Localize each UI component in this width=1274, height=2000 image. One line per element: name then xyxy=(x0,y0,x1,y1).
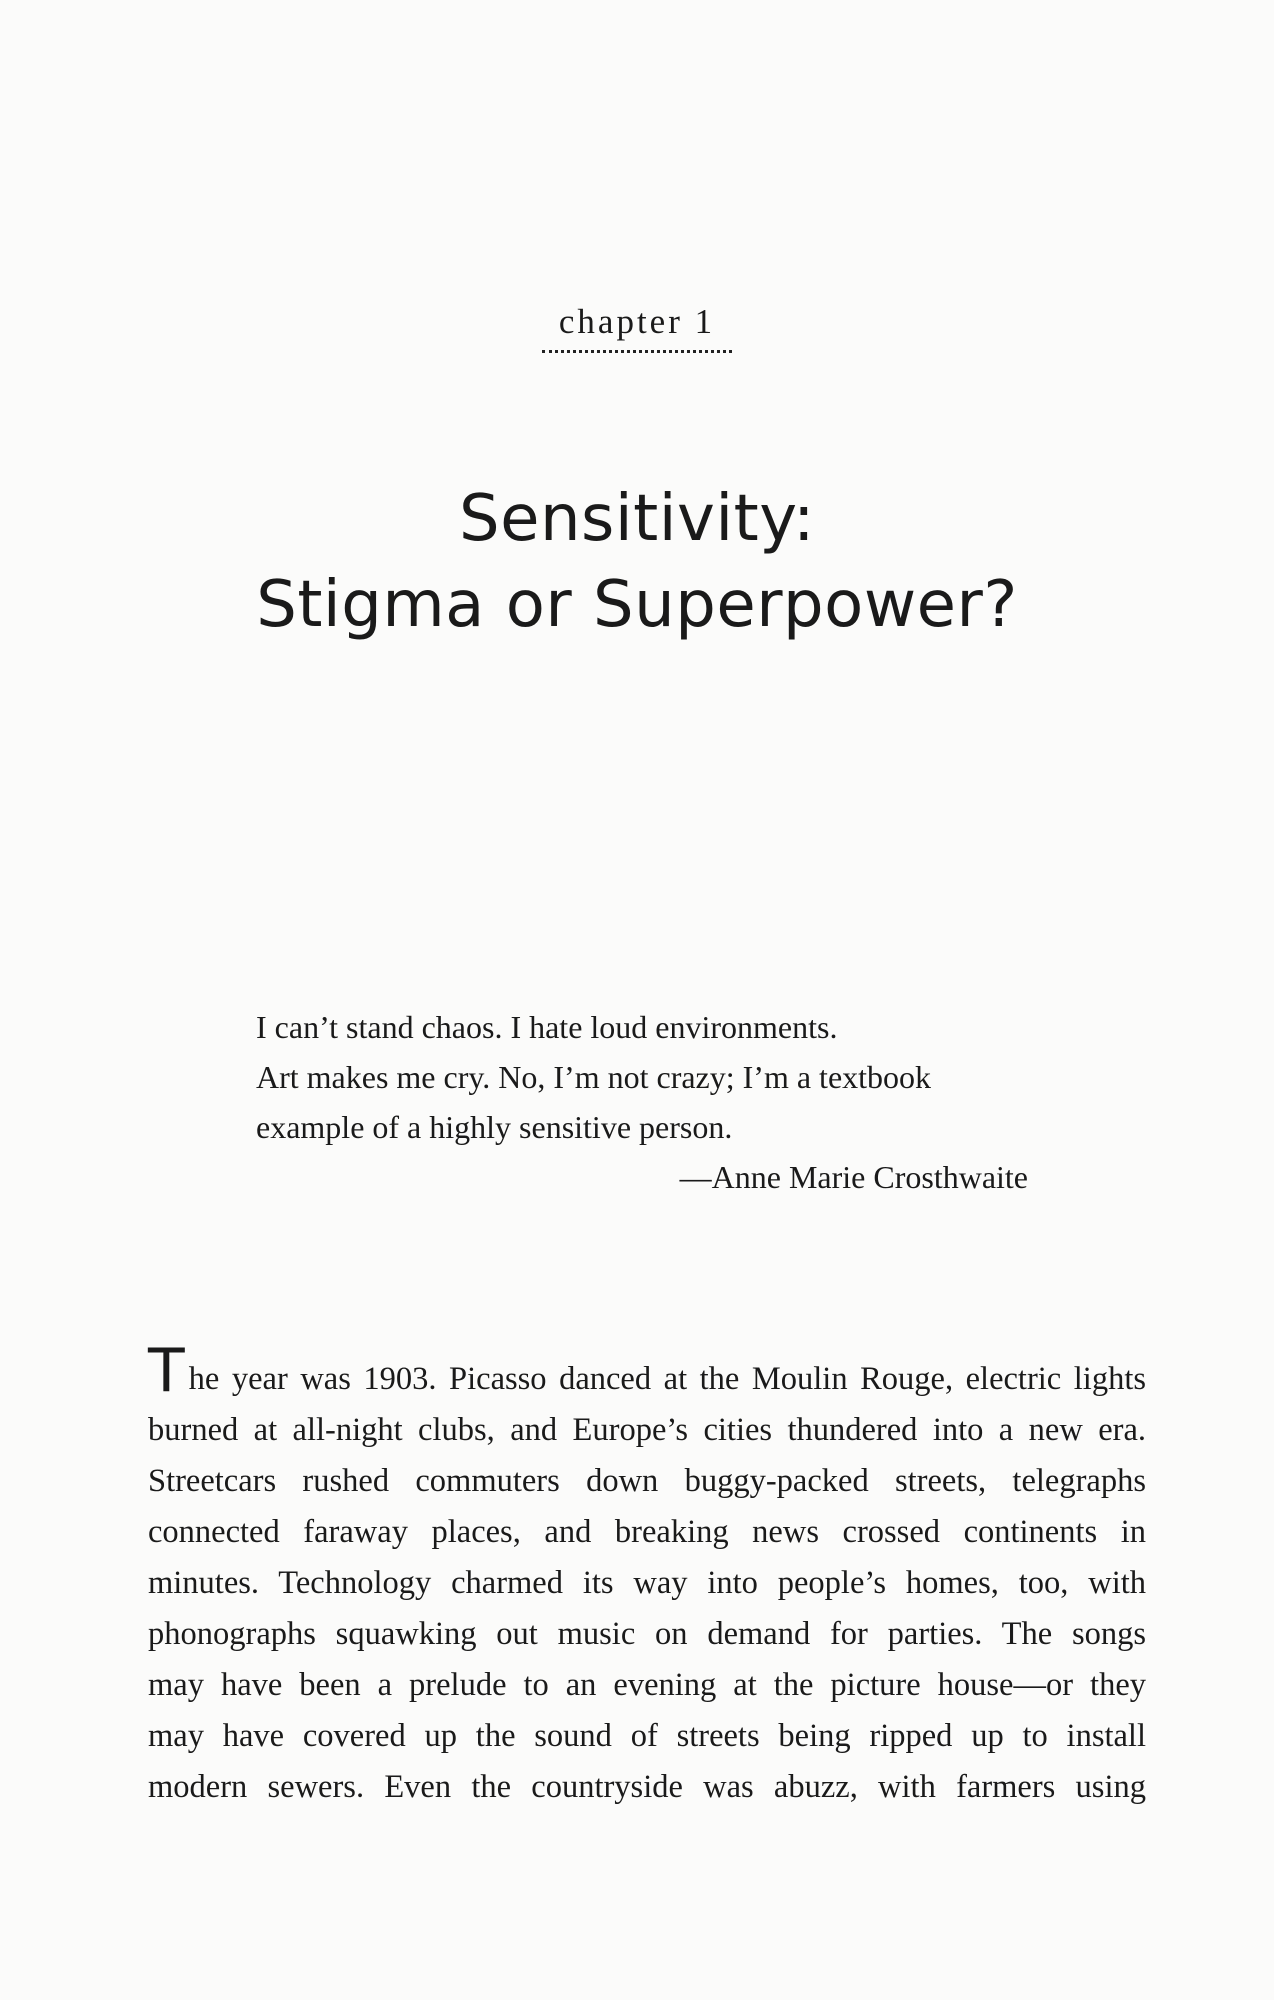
body-line: Streetcars rushed commuters down buggy-packed streets, telegraphs xyxy=(148,1463,1146,1499)
epigraph-line: example of a highly sensitive person. xyxy=(256,1109,733,1145)
body-line: minutes. Technology charmed its way into people’s homes, too, with xyxy=(148,1565,1146,1601)
chapter-title xyxy=(0,476,1274,648)
body-line: burned at all-night clubs, and Europe’s cities thundered into a new era. xyxy=(148,1412,1146,1448)
chapter-label: chapter 1 xyxy=(558,302,716,341)
body-paragraph xyxy=(148,1336,1146,1813)
body-first-line-text: he year was 1903. Picasso danced at the Moulin Rouge, electric lights xyxy=(188,1361,1146,1397)
body-line: connected faraway places, and breaking news crossed continents in xyxy=(148,1514,1146,1550)
body-line: may have been a prelude to an evening at the picture house—or they xyxy=(148,1667,1146,1703)
body-line: may have covered up the sound of streets being ripped up to install xyxy=(148,1718,1146,1754)
chapter-title-line-1: Sensitivity: xyxy=(458,482,816,556)
drop-cap: T xyxy=(148,1336,185,1406)
body-line: modern sewers. Even the countryside was abuzz, with farmers using xyxy=(148,1769,1146,1805)
epigraph-line: Art makes me cry. No, I’m not crazy; I’m a textbook xyxy=(256,1059,932,1095)
epigraph-quote xyxy=(256,1002,1036,1152)
chapter-label-dotted-rule xyxy=(542,350,732,353)
body-line xyxy=(148,1336,1146,1406)
chapter-title-line-2: Stigma or Superpower? xyxy=(256,568,1018,642)
epigraph-attribution: —Anne Marie Crosthwaite xyxy=(679,1159,1028,1195)
epigraph-line: I can’t stand chaos. I hate loud environments. xyxy=(256,1009,838,1045)
body-line: phonographs squawking out music on demand for parties. The songs xyxy=(148,1616,1146,1652)
